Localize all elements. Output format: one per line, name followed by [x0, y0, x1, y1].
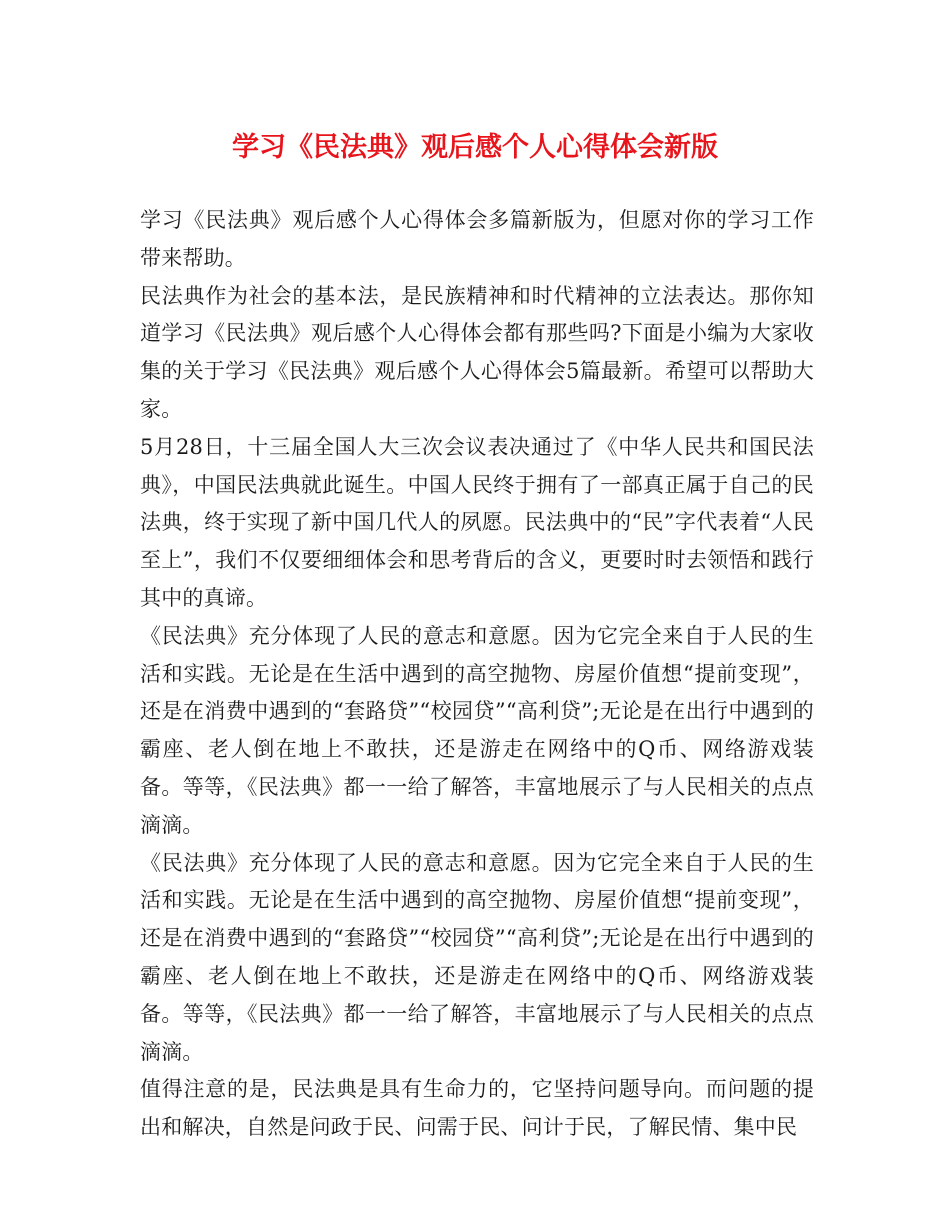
document-title: 学习《民法典》观后感个人心得体会新版	[232, 132, 718, 163]
paragraph-will-repeat: 《民法典》充分体现了人民的意志和意愿。因为它完全来自于人民的生活和实践。无论是在生活中遇到的高空抛物、房屋价值想“提前变现”，还是在消费中遇到的“套路贷”“校园贷”“高利贷”;无论是在出行中遇到的霸座、老人倒在地上不敢扶，还是游走在网络中的Q币、网络游戏装备。等等，《民法典》都一一给了解答，丰富地展示了与人民相关的点点滴滴。	[140, 850, 814, 1064]
paragraph-vitality: 值得注意的是，民法典是具有生命力的，它坚持问题导向。而问题的提出和解决，自然是问政于民、问需于民、问计于民，了解民情、集中民	[140, 1077, 814, 1140]
paragraph-preface: 民法典作为社会的基本法，是民族精神和时代精神的立法表达。那你知道学习《民法典》观后感个人心得体会都有那些吗?下面是小编为大家收集的关于学习《民法典》观后感个人心得体会5篇最新。希望可以帮助大家。	[140, 283, 814, 421]
paragraph-birth: 5月28日，十三届全国人大三次会议表决通过了《中华人民共和国民法典》，中国民法典就此诞生。中国人民终于拥有了一部真正属于自己的民法典，终于实现了新中国几代人的夙愿。民法典中的“民”字代表着“人民至上”，我们不仅要细细体会和思考背后的含义，更要时时去领悟和践行其中的真谛。	[140, 434, 814, 610]
document-body	[140, 202, 814, 1147]
paragraph-intro: 学习《民法典》观后感个人心得体会多篇新版为，但愿对你的学习工作带来帮助。	[140, 208, 814, 270]
paragraph-will: 《民法典》充分体现了人民的意志和意愿。因为它完全来自于人民的生活和实践。无论是在生活中遇到的高空抛物、房屋价值想“提前变现”，还是在消费中遇到的“套路贷”“校园贷”“高利贷”;无论是在出行中遇到的霸座、老人倒在地上不敢扶，还是游走在网络中的Q币、网络游戏装备。等等，《民法典》都一一给了解答，丰富地展示了与人民相关的点点滴滴。	[140, 623, 814, 837]
